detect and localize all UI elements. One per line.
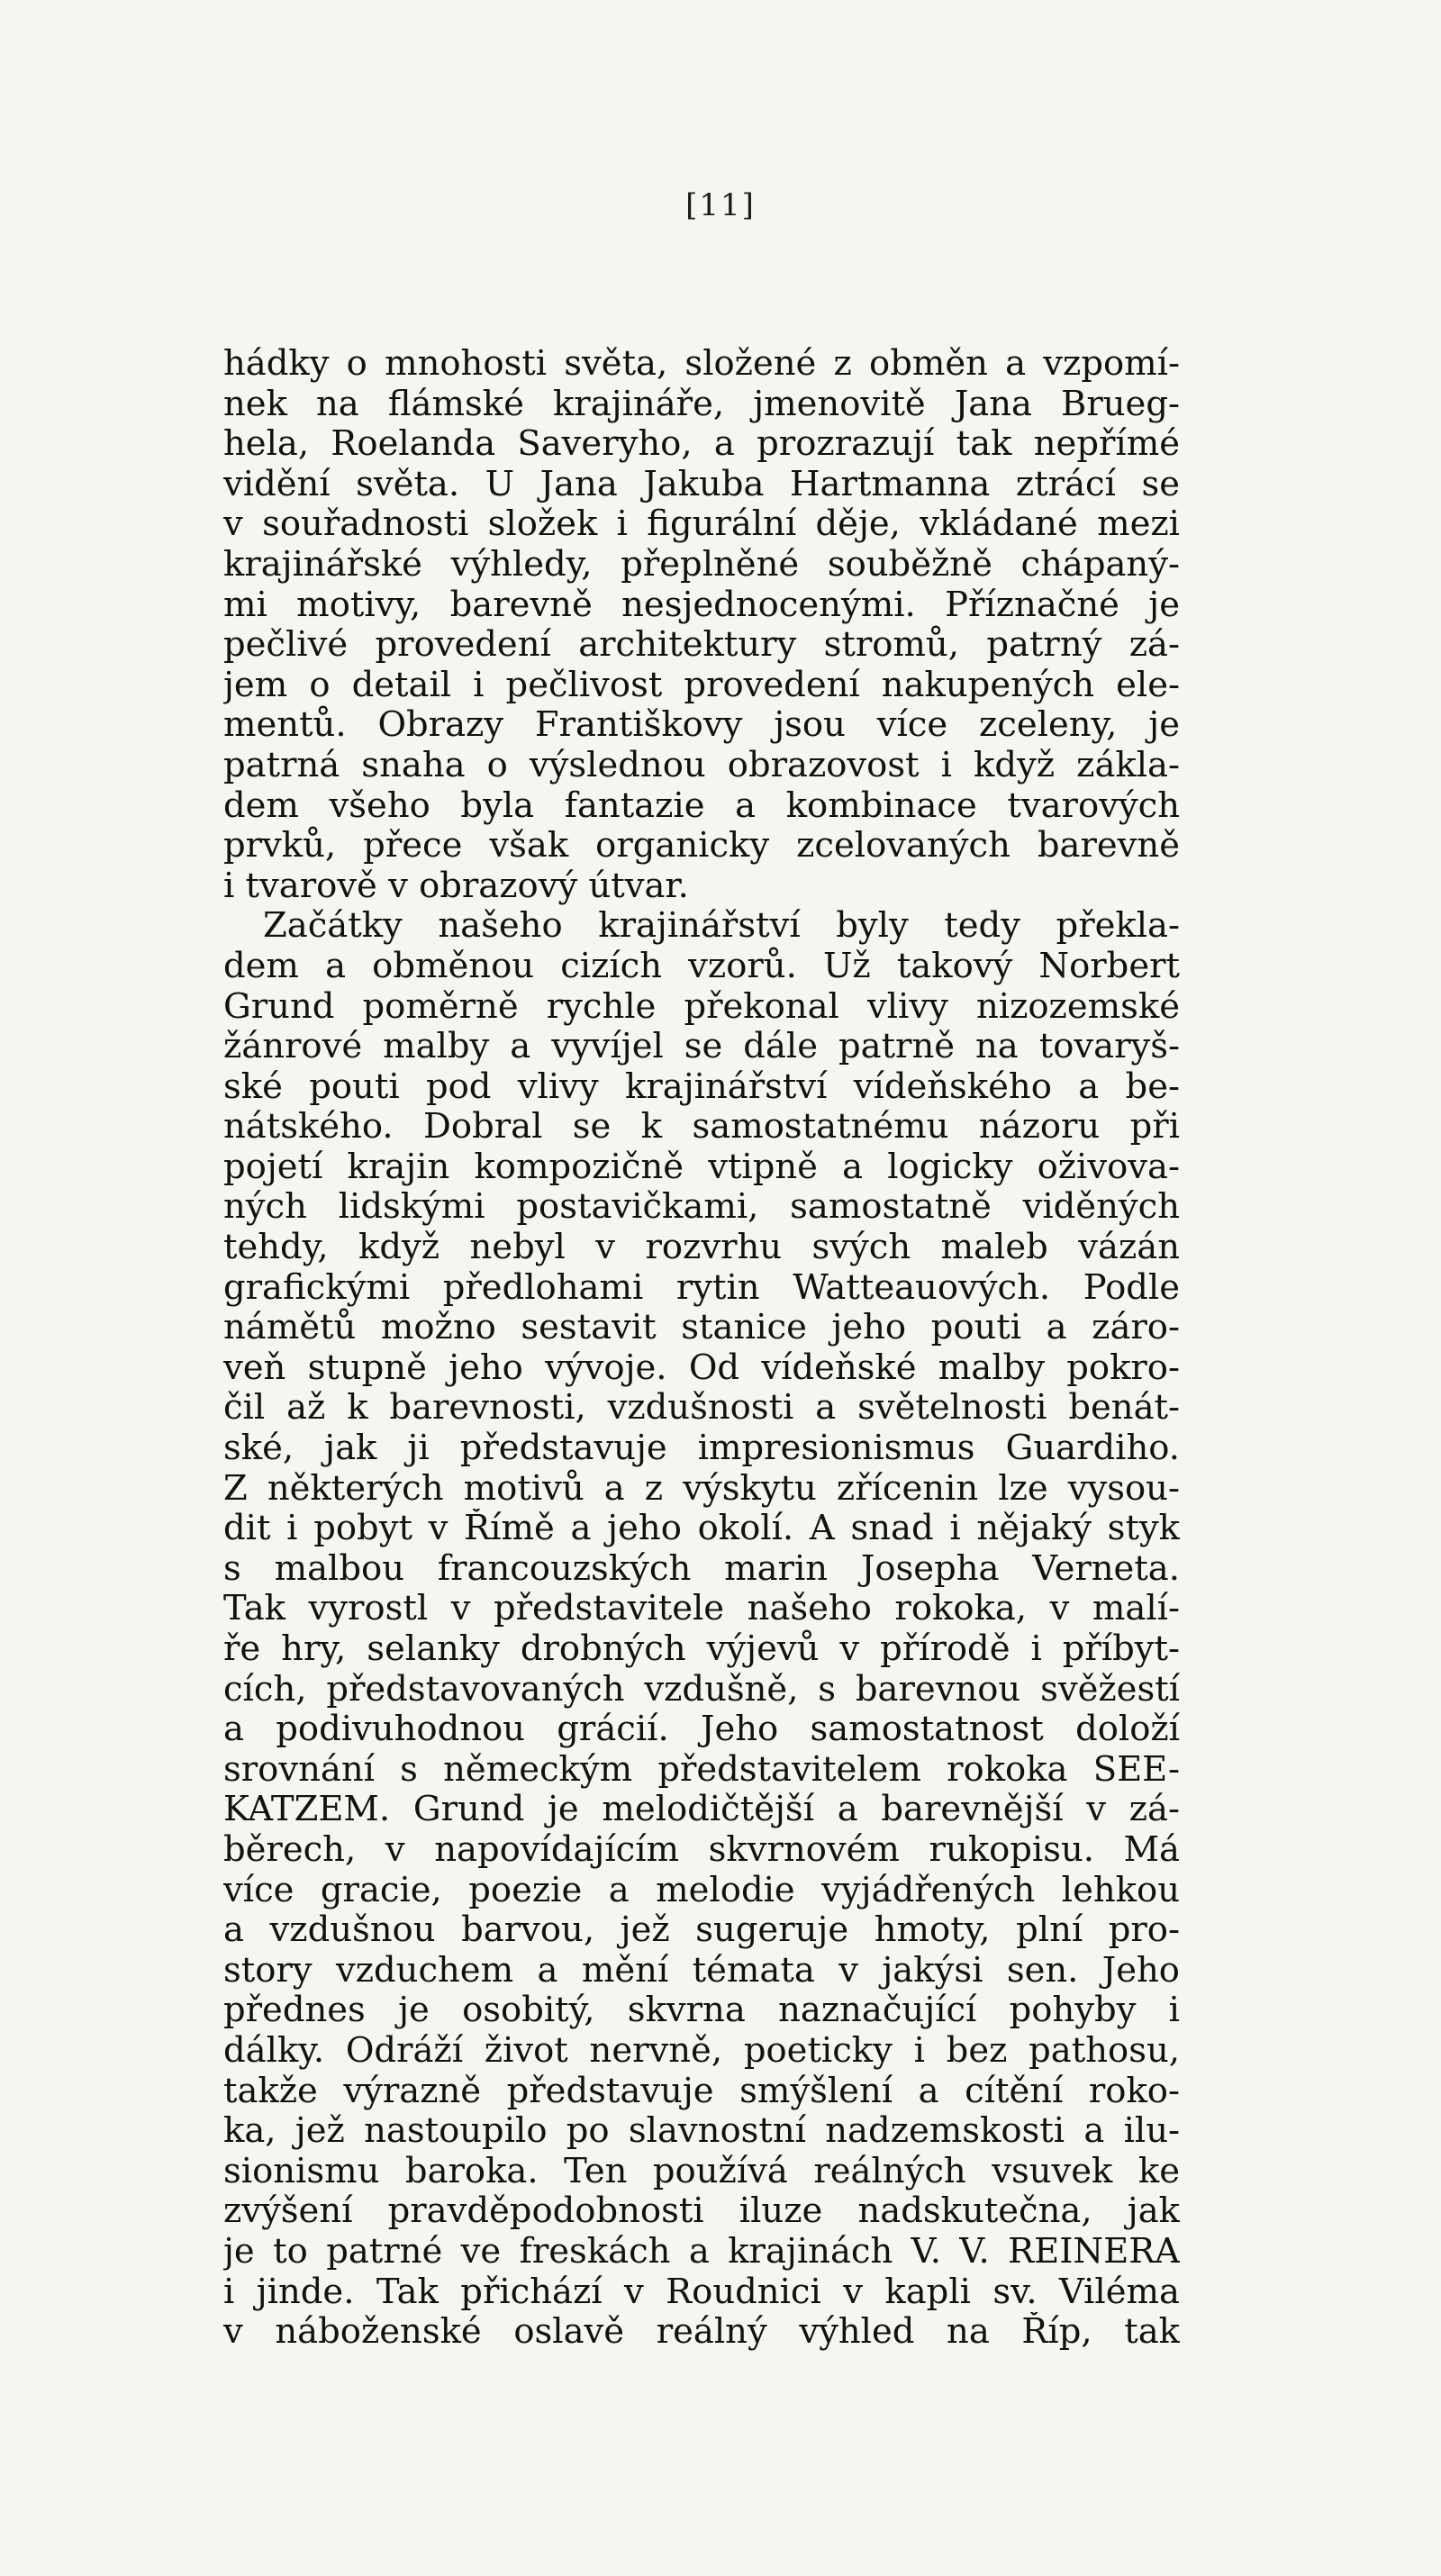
paragraph-last-line: i tvarově v obrazový útvar.: [223, 866, 689, 906]
text-line: v souřadnosti složek i figurální děje, vkládané mezi: [223, 504, 1180, 545]
text-line: ných lidskými postavičkami, samostatně viděných: [223, 1187, 1180, 1228]
text-line: je to patrné ve freskách a krajinách V. V. REINERA: [223, 2231, 1180, 2272]
text-line: Tak vyrostl v představitele našeho rokoka, v malí-: [223, 1589, 1180, 1629]
text-line: zvýšení pravděpodobnosti iluze nadskutečna, jak: [223, 2191, 1180, 2232]
body-text: [223, 344, 1180, 2353]
text-line: KATZEM. Grund je melodičtější a barevnější v zá-: [223, 1790, 1180, 1830]
text-line: vidění světa. U Jana Jakuba Hartmanna ztrácí se: [223, 464, 1180, 504]
text-line: jem o detail i pečlivost provedení nakupených ele-: [223, 665, 1180, 705]
text-line: grafickými předlohami rytin Watteauových. Podle: [223, 1267, 1180, 1308]
text-line: mi motivy, barevně nesjednocenými. Příznačné je: [223, 585, 1180, 625]
text-line: a podivuhodnou grácií. Jeho samostatnost doloží: [223, 1710, 1180, 1750]
text-line: námětů možno sestavit stanice jeho pouti a záro-: [223, 1308, 1180, 1348]
text-line: žánrové malby a vyvíjel se dále patrně na tovaryš-: [223, 1027, 1180, 1067]
text-line: dálky. Odráží život nervně, poeticky i bez pathosu,: [223, 2030, 1180, 2071]
text-line: srovnání s německým představitelem rokoka SEE-: [223, 1749, 1180, 1790]
text-line: story vzduchem a mění témata v jakýsi sen. Jeho: [223, 1950, 1180, 1991]
text-line: sionismu baroka. Ten používá reálných vsuvek ke: [223, 2151, 1180, 2191]
text-line: tehdy, když nebyl v rozvrhu svých maleb vázán: [223, 1228, 1180, 1268]
text-line: mentů. Obrazy Františkovy jsou více zceleny, je: [223, 705, 1180, 746]
paragraph-first-line: Začátky našeho krajinářství byly tedy překla-: [263, 906, 1180, 947]
text-line: ka, jež nastoupilo po slavnostní nadzemskosti a ilu-: [223, 2111, 1180, 2152]
page-number: [11]: [685, 187, 756, 223]
text-line: ře hry, selanky drobných výjevů v přírodě i příbyt-: [223, 1629, 1180, 1669]
text-line: Grund poměrně rychle překonal vlivy nizozemské: [223, 986, 1180, 1027]
text-line: v náboženské oslavě reálný výhled na Říp, tak: [223, 2312, 1180, 2353]
text-line: čil až k barevnosti, vzdušnosti a světelnosti benát-: [223, 1388, 1180, 1429]
text-line: více gracie, poezie a melodie vyjádřených lehkou: [223, 1870, 1180, 1910]
text-line: patrná snaha o výslednou obrazovost i když zákla-: [223, 745, 1180, 785]
text-line: přednes je osobitý, skvrna naznačující pohyby i: [223, 1991, 1180, 2031]
text-line: ské pouti pod vlivy krajinářství vídeňského a be-: [223, 1066, 1180, 1107]
text-line: cích, představovaných vzdušně, s barevnou svěžestí: [223, 1669, 1180, 1710]
text-line: dit i pobyt v Římě a jeho okolí. A snad i nějaký styk: [223, 1509, 1180, 1549]
text-line: pojetí krajin kompozičně vtipně a logicky oživova-: [223, 1147, 1180, 1187]
text-line: i jinde. Tak přichází v Roudnici v kapli sv. Viléma: [223, 2272, 1180, 2312]
text-line: pečlivé provedení architektury stromů, patrný zá-: [223, 625, 1180, 666]
text-line: krajinářské výhledy, přeplněné souběžně chápaný-: [223, 544, 1180, 585]
text-line: nek na flámské krajináře, jmenovitě Jana Brueg-: [223, 384, 1180, 424]
text-line: dem všeho byla fantazie a kombinace tvarových: [223, 785, 1180, 826]
text-line: Z některých motivů a z výskytu zřícenin lze vysou-: [223, 1468, 1180, 1509]
text-line: nátského. Dobral se k samostatnému názoru při: [223, 1107, 1180, 1147]
text-line: hádky o mnohosti světa, složené z obměn a vzpomí-: [223, 344, 1180, 384]
text-line: hela, Roelanda Saveryho, a prozrazují tak nepřímé: [223, 424, 1180, 465]
text-line: a vzdušnou barvou, jež sugeruje hmoty, plní pro-: [223, 1910, 1180, 1951]
text-line: veň stupně jeho vývoje. Od vídeňské malby pokro-: [223, 1347, 1180, 1388]
text-line: běrech, v napovídajícím skvrnovém rukopisu. Má: [223, 1829, 1180, 1870]
text-line: takže výrazně představuje smýšlení a cítění roko-: [223, 2071, 1180, 2111]
text-line: s malbou francouzských marin Josepha Verneta.: [223, 1548, 1180, 1589]
text-line: prvků, přece však organicky zcelovaných barevně: [223, 826, 1180, 866]
text-line: dem a obměnou cizích vzorů. Už takový Norbert: [223, 946, 1180, 986]
text-line: ské, jak ji představuje impresionismus Guardiho.: [223, 1429, 1180, 1469]
